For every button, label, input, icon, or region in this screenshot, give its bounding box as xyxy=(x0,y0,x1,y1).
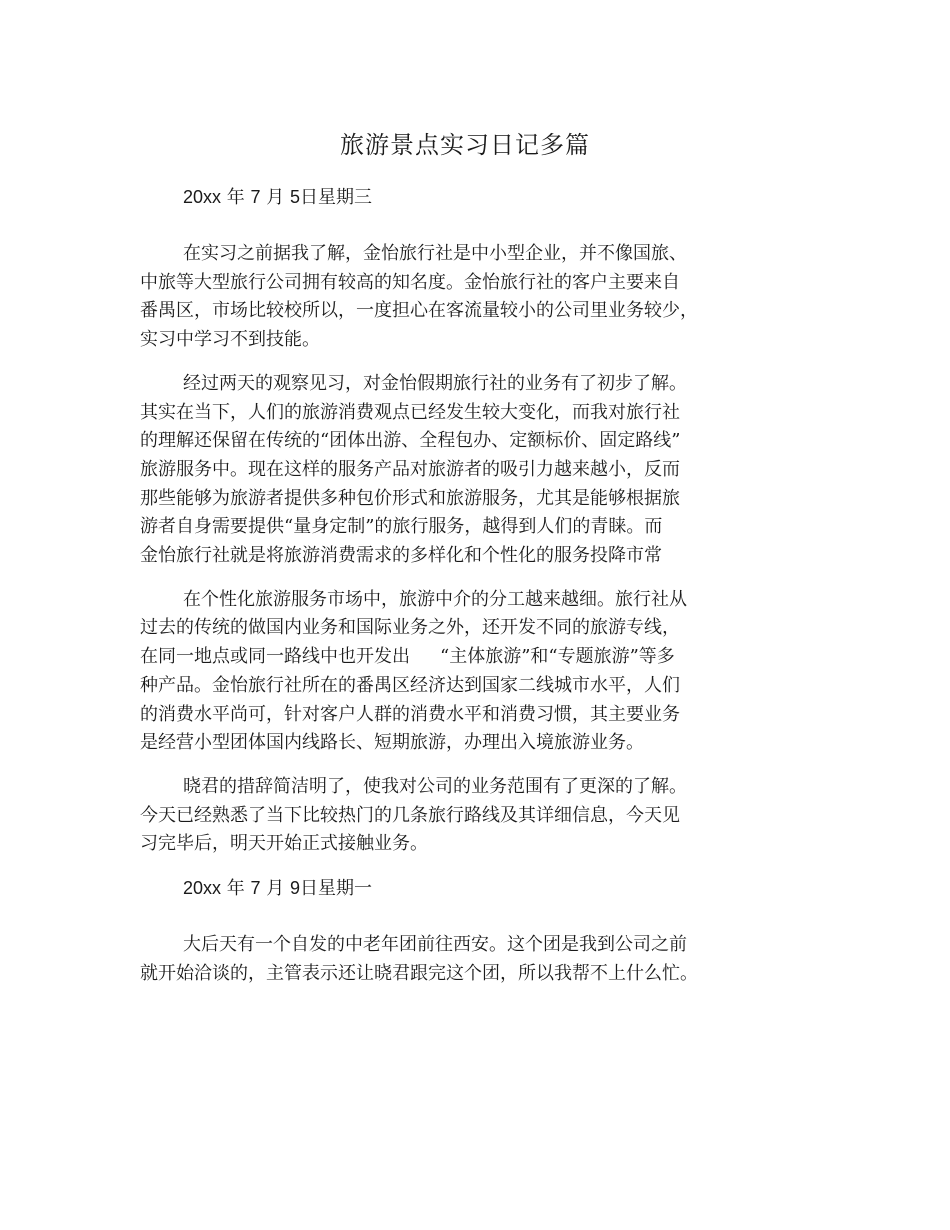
date-weekday: 日星期三 xyxy=(300,187,372,208)
paragraph-3 xyxy=(140,586,780,758)
text-line: 习完毕后，明天开始正式接触业务。 xyxy=(140,833,428,855)
text-line: 过去的传统的做国内业务和国际业务之外，还开发不同的旅游专线， xyxy=(140,617,680,639)
date-day: 5 xyxy=(289,187,300,207)
text-line: 就开始洽谈的，主管表示还让晓君跟完这个团，所以我帮不上什么忙。 xyxy=(140,962,698,984)
document-title: 旅游景点实习日记多篇 xyxy=(340,131,590,159)
text-line xyxy=(140,643,780,672)
diary-date-2 xyxy=(140,874,780,903)
text-line: 中旅等大型旅行公司拥有较高的知名度。金怡旅行社的客户主要来自 xyxy=(140,271,680,293)
date-year: 20xx xyxy=(183,878,222,899)
date-weekday: 日星期一 xyxy=(300,878,372,900)
date-day: 9 xyxy=(289,878,300,899)
paragraph-2 xyxy=(140,370,780,571)
text-segment: “主体旅游”和“专题旅游”等多 xyxy=(440,646,675,668)
text-segment: 在同一地点或同一路线中也开发出 xyxy=(140,646,410,668)
diary-date-1 xyxy=(140,183,780,212)
date-month: 7 xyxy=(250,878,261,899)
text-line: 旅游服务中。现在这样的服务产品对旅游者的吸引力越来越小，反而 xyxy=(140,458,680,480)
paragraph-1 xyxy=(140,240,780,355)
document-body xyxy=(140,183,780,1003)
text-line: 在个性化旅游服务市场中，旅游中介的分工越来越细。旅行社从 xyxy=(183,588,687,610)
text-line: 在实习之前据我了解，金怡旅行社是中小型企业，并不像国旅、 xyxy=(183,243,687,264)
text-line: 今天已经熟悉了当下比较热门的几条旅行路线及其详细信息，今天见 xyxy=(140,804,680,826)
text-line: 大后天有一个自发的中老年团前往西安。这个团是我到公司之前 xyxy=(183,934,687,956)
text-line: 的消费水平尚可，针对客户人群的消费水平和消费习惯，其主要业务 xyxy=(140,703,680,725)
text-line: 晓君的措辞简洁明了，使我对公司的业务范围有了更深的了解。 xyxy=(183,775,687,797)
text-line: 番禺区，市场比较校所以，一度担心在客流量较小的公司里业务较少， xyxy=(140,300,698,322)
text-line: 是经营小型团体国内线路长、短期旅游，办理出入境旅游业务。 xyxy=(140,732,644,754)
date-month: 7 xyxy=(250,187,261,207)
paragraph-5 xyxy=(140,931,780,988)
text-line: 金怡旅行社就是将旅游消费需求的多样化和个性化的服务投降市常 xyxy=(140,545,662,567)
date-year-unit: 年 xyxy=(226,878,245,900)
date-month-unit: 月 xyxy=(266,878,285,900)
text-line: 的理解还保留在传统的“团体出游、全程包办、定额标价、固定路线” xyxy=(140,430,681,452)
date-year: 20xx xyxy=(183,187,222,207)
text-line: 经过两天的观察见习，对金怡假期旅行社的业务有了初步了解。 xyxy=(183,372,687,394)
date-year-unit: 年 xyxy=(226,187,245,208)
date-month-unit: 月 xyxy=(266,187,285,208)
text-line: 那些能够为旅游者提供多种包价形式和旅游服务，尤其是能够根据旅 xyxy=(140,487,680,509)
paragraph-4 xyxy=(140,773,780,859)
text-line: 种产品。金怡旅行社所在的番禺区经济达到国家二线城市水平，人们 xyxy=(140,674,680,696)
text-line: 其实在当下，人们的旅游消费观点已经发生较大变化，而我对旅行社 xyxy=(140,401,680,423)
text-line: 游者自身需要提供“量身定制”的旅行服务，越得到人们的青睐。而 xyxy=(140,516,663,538)
text-line: 实习中学习不到技能。 xyxy=(140,329,320,351)
